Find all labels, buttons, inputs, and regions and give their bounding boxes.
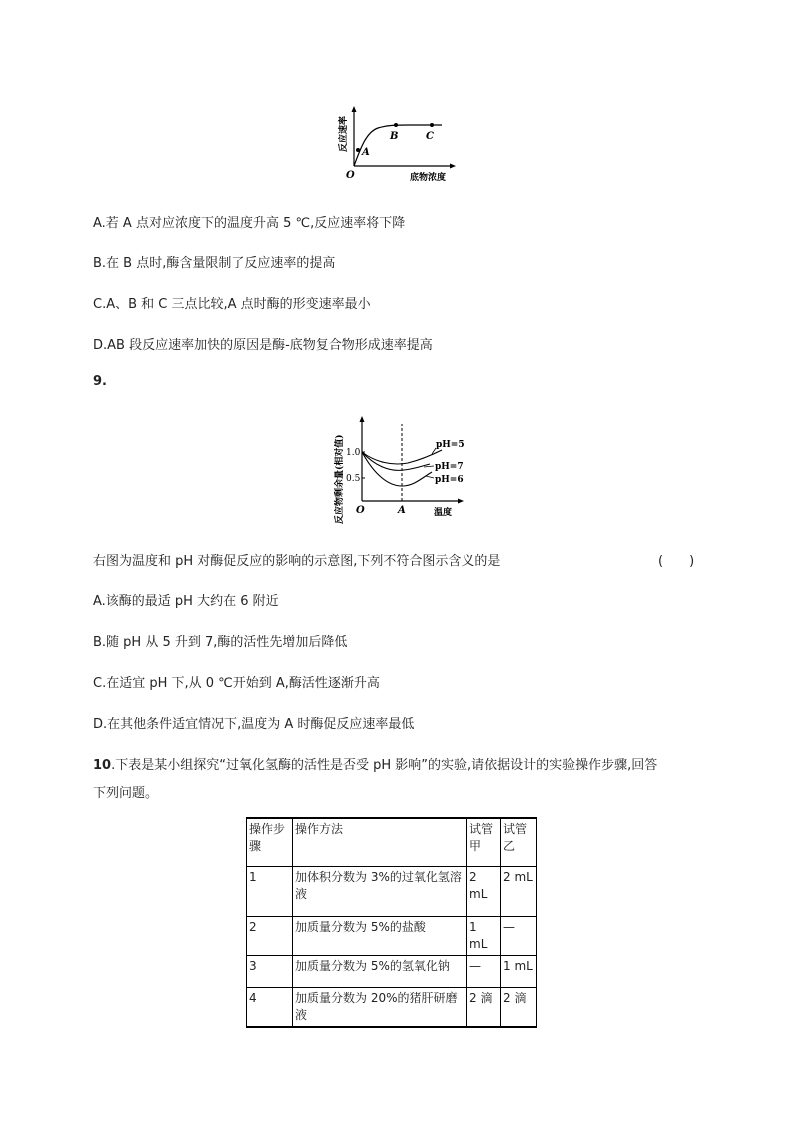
cell-tube-a: 2 滴 xyxy=(467,987,501,1027)
cell-step: 1 xyxy=(247,866,293,916)
table-row xyxy=(247,916,537,955)
figure-ph-temperature xyxy=(330,408,480,526)
cell-step: 4 xyxy=(247,987,293,1027)
point-c-label: C xyxy=(426,131,434,142)
cell-method: 加质量分数为 5%的盐酸 xyxy=(293,916,467,955)
point-a-label: A xyxy=(362,147,370,158)
y-tick-label-1: 1.0 xyxy=(346,448,361,458)
cell-tube-b: — xyxy=(501,916,537,955)
q8-option-c: C.A、B 和 C 三点比较,A 点时酶的形变速率最小 xyxy=(93,297,371,312)
q9-option-c: C.在适宜 pH 下,从 0 ℃开始到 A,酶活性逐渐升高 xyxy=(93,676,380,691)
y-tick-label-0-5: 0.5 xyxy=(346,474,361,484)
y-axis-label: 反应速率 xyxy=(339,115,349,152)
cell-method: 加质量分数为 5%的氢氧化钠 xyxy=(293,955,467,987)
answer-blank: ( ) xyxy=(658,554,695,569)
q9-option-d: D.在其他条件适宜情况下,温度为 A 时酶促反应速率最低 xyxy=(93,717,415,732)
cell-tube-b: 1 mL xyxy=(501,955,537,987)
y-axis-label: 反应物剩余量(相对值) xyxy=(335,434,345,524)
q9-stem: 右图为温度和 pH 对酶促反应的影响的示意图,下列不符合图示含义的是 xyxy=(93,554,501,569)
x-axis-arrow xyxy=(458,499,464,504)
q9-option-b: B.随 pH 从 5 升到 7,酶的活性先增加后降低 xyxy=(93,635,348,650)
leader-ph6 xyxy=(426,476,434,478)
y-axis-arrow xyxy=(360,416,365,422)
header-tube-a: 试管甲 xyxy=(467,818,501,866)
x-axis-label: 温度 xyxy=(434,508,453,518)
curve-ph6 xyxy=(362,452,432,486)
q10-stem-text: .下表是某小组探究“过氧化氢酶的活性是否受 pH 影响”的实验,请依据设计的实验操作步骤,回答 xyxy=(111,758,658,773)
q8-option-a: A.若 A 点对应浓度下的温度升高 5 ℃,反应速率将下降 xyxy=(93,216,406,231)
leader-ph7 xyxy=(424,466,434,467)
label-ph6: pH=6 xyxy=(435,475,464,485)
q9-option-a: A.该酶的最适 pH 大约在 6 附近 xyxy=(93,594,279,609)
q8-option-d: D.AB 段反应速率加快的原因是酶-底物复合物形成速率提高 xyxy=(93,338,433,353)
cell-tube-a: — xyxy=(467,955,501,987)
point-b-dot xyxy=(394,123,398,127)
label-ph5: pH=5 xyxy=(436,440,465,450)
q9-number: 9. xyxy=(93,374,107,389)
q8-option-b: B.在 B 点时,酶含量限制了反应速率的提高 xyxy=(93,256,336,271)
header-method: 操作方法 xyxy=(293,818,467,866)
cell-tube-b: 2 滴 xyxy=(501,987,537,1027)
point-b-label: B xyxy=(390,131,399,142)
cell-tube-a: 2 mL xyxy=(467,866,501,916)
y-axis-arrow xyxy=(352,106,357,112)
header-tube-b: 试管乙 xyxy=(501,818,537,866)
table-header-row xyxy=(247,818,537,866)
header-step: 操作步骤 xyxy=(247,818,293,866)
origin-label: O xyxy=(356,505,365,516)
origin-label: O xyxy=(346,170,355,181)
cell-method: 加体积分数为 3%的过氧化氢溶液 xyxy=(293,866,467,916)
cell-method: 加质量分数为 20%的猪肝研磨液 xyxy=(293,987,467,1027)
label-ph7: pH=7 xyxy=(435,462,464,472)
table-row xyxy=(247,955,537,987)
x-axis-arrow xyxy=(450,164,456,169)
x-axis-label: 底物浓度 xyxy=(410,173,447,183)
cell-tube-b: 2 mL xyxy=(501,866,537,916)
q10-number: 10 xyxy=(93,758,112,773)
figure-reaction-rate xyxy=(330,100,470,188)
q10-stem-line2: 下列问题。 xyxy=(93,786,159,801)
x-mark-label: A xyxy=(398,505,406,516)
point-a-dot xyxy=(356,148,360,152)
cell-step: 3 xyxy=(247,955,293,987)
cell-step: 2 xyxy=(247,916,293,955)
point-c-dot xyxy=(430,123,434,127)
table-row xyxy=(247,866,537,916)
cell-tube-a: 1 mL xyxy=(467,916,501,955)
operations-table xyxy=(246,817,537,1028)
table-row xyxy=(247,987,537,1027)
q10-stem-line1 xyxy=(93,754,657,773)
